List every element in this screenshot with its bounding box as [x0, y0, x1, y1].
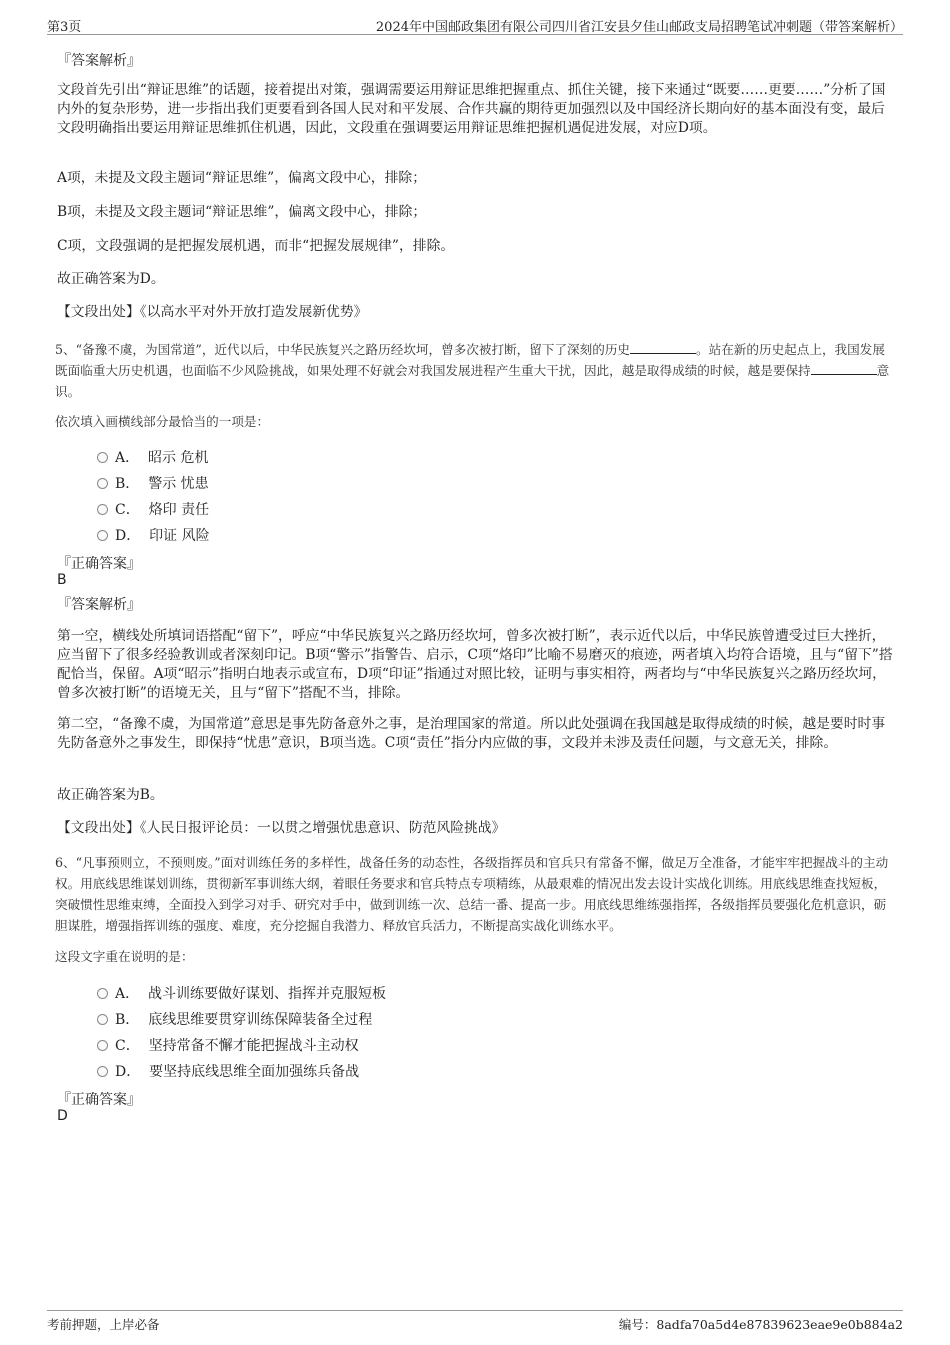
radio-button[interactable]: [97, 530, 108, 541]
correct-answer-label: 『正确答案』: [57, 556, 141, 572]
q6-prompt: 这段文字重在说明的是：: [55, 949, 194, 964]
q5-answer: B: [57, 572, 67, 588]
q6-stem: 6、“凡事预则立，不预则废。”面对训练任务的多样性，战备任务的动态性，各级指挥员和官兵只有常备不懈，做足万全准备，才能牢牢把握战斗的主动权。用底线思维谋划训练，贯彻新军事训练大纲，着眼任务要求和官兵特点专项精练，从最艰难的情况出发去设计实战化训练。用底线思维查找短板，突破惯性思维束缚，全面投入到学习对手、研究对手中，做到训练一次、总结一番、提高一步。用底线思维练强指挥，各级指挥员要强化危机意识，砺胆谋胜，增强指挥训练的强度、难度，充分挖掘自我潜力、释放官兵活力，不断提高实战化训练水平。: [55, 855, 889, 933]
q5-stem-part-1: 5、“备豫不虞，为国常道”，近代以后，中华民族复兴之路历经坎坷，曾多次被打断，留下了深刻的历史: [55, 342, 631, 357]
radio-button[interactable]: [97, 452, 108, 463]
q4-option-a-note: A项，未提及文段主题词“辩证思维”，偏离文段中心，排除；: [57, 170, 426, 186]
page-footer: [47, 1310, 903, 1332]
page-header: [47, 14, 903, 35]
radio-button[interactable]: [97, 504, 108, 515]
q5-stem-part-2: 。站在新的历史起点上，我国发展既面临重大历史机遇，也面临不少风险挑战，如果处理不好就会对我国发展进程产生重大干扰，因此，越是取得成绩的时候，越是要保持: [55, 342, 885, 378]
correct-answer-label: 『正确答案』: [57, 1092, 141, 1108]
q5-stem-part-3: 意识。: [55, 363, 890, 399]
radio-button[interactable]: [97, 478, 108, 489]
analysis-label: 『答案解析』: [57, 597, 141, 613]
q4-conclusion: 故正确答案为D。: [57, 271, 165, 287]
q4-analysis-paragraph: 文段首先引出“辩证思维”的话题，接着提出对策，强调需要运用辩证思维把握重点、抓住关键，接下来通过“既要……更要……”分析了国内外的复杂形势，进一步指出我们更要看到各国人民对和平发展、合作共赢的期待更加强烈以及中国经济长期向好的基本面没有变，最后文段明确指出要运用辩证思维抓住机遇，因此，文段重在强调要运用辩证思维把握机遇促进发展，对应D项。: [57, 82, 886, 136]
analysis-label: 『答案解析』: [57, 53, 141, 69]
radio-button[interactable]: [97, 1014, 108, 1025]
radio-button[interactable]: [97, 988, 108, 999]
q4-option-b-note: B项，未提及文段主题词“辩证思维”，偏离文段中心，排除；: [57, 204, 427, 220]
radio-button[interactable]: [97, 1040, 108, 1051]
q4-source: 【文段出处】《以高水平对外开放打造发展新优势》: [57, 304, 368, 320]
q5-source: 【文段出处】《人民日报评论员：一以贯之增强忧患意识、防范风险挑战》: [57, 820, 506, 836]
q5-analysis-paragraph-1: 第一空，横线处所填词语搭配“留下”，呼应“中华民族复兴之路历经坎坷，曾多次被打断”，表示近代以后，中华民族曾遭受过巨大挫折，应当留下了很多经验教训或者深刻印记。B项“警示”指警告、启示，C项“烙印”比喻不易磨灭的痕迹，两者填入均符合语境，且与“留下”搭配恰当，保留。A项“昭示”指明白地表示或宣布，D项“印证”指通过对照比较，证明与事实相符，两者均与“中华民族复兴之路历经坎坷，曾多次被打断”的语境无关，且与“留下”搭配不当，排除。: [57, 628, 893, 701]
q5-stem: [55, 339, 897, 402]
radio-button[interactable]: [97, 1066, 108, 1077]
q4-option-c-note: C项，文段强调的是把握发展机遇，而非“把握发展规律”，排除。: [57, 238, 455, 254]
q5-prompt: 依次填入画横线部分最恰当的一项是：: [55, 414, 270, 429]
document-title: 2024年中国邮政集团有限公司四川省江安县夕佳山邮政支局招聘笔试冲刺题（带答案解析）: [375, 20, 903, 35]
blank-line: [630, 341, 696, 354]
page-number: 第3页: [47, 20, 82, 35]
blank-line: [811, 362, 877, 375]
footer-slogan: 考前押题，上岸必备: [47, 1317, 160, 1332]
document-id: 编号：8adfa70a5d4e87839623eae9e0b884a2: [618, 1317, 903, 1332]
q5-analysis-paragraph-2: 第二空，“备豫不虞，为国常道”意思是事先防备意外之事，是治理国家的常道。所以此处强调在我国越是取得成绩的时候，越是要时时事先防备意外之事发生，即保持“忧患”意识，B项当选。C项“责任”指分内应做的事，文段并未涉及责任问题，与文意无关，排除。: [57, 716, 886, 751]
q5-conclusion: 故正确答案为B。: [57, 787, 164, 803]
q6-answer: D: [57, 1108, 68, 1124]
